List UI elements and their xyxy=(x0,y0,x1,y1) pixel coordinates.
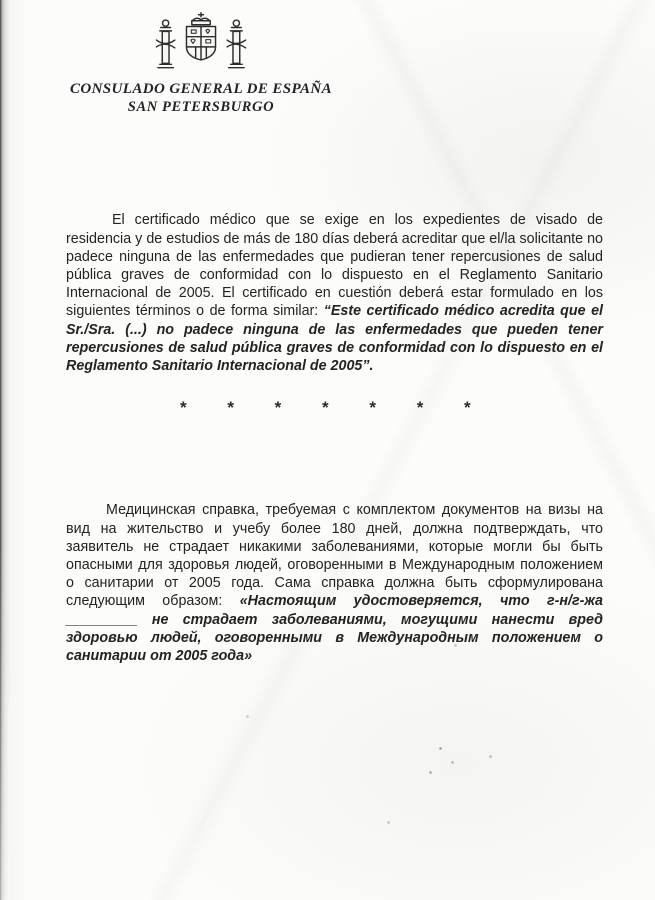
scan-edge-shadow xyxy=(0,0,10,900)
letterhead xyxy=(56,12,346,116)
russian-intro-text: Медицинская справка, требуемая с комплектом документов на визы на вид на жительство и учебу более 180 дней, должна подтверждать, что заявитель не страдает никакими заболеваниями, которые могли бы быть опасными для здоровья людей, оговоренными в Международным положением о санитарии от 2005 года. Сама справка должна быть сформулирована следующим образом: xyxy=(66,502,603,610)
letterhead-org-name: CONSULADO GENERAL DE ESPAÑA xyxy=(69,81,333,97)
spanish-paragraph xyxy=(66,211,603,375)
russian-certificate-quote: «Настоящим удостоверяется, что г-н/г-жа _________ не страдает заболеваниями, могущими нанести вред здоровью людей, оговоренными в Международным положением о санитарии от 2005 года» xyxy=(66,593,603,664)
spanish-certificate-quote: “Este certificado médico acredita que el Sr./Sra. (...) no padece ninguna de las enfermedades que pueden tener repercusiones de salud pública graves de conformidad con lo dispuesto en el Reglamento Sanitario Internacional de 2005”. xyxy=(66,303,603,374)
russian-paragraph xyxy=(66,501,603,665)
asterisk-separator: * * * * * * * xyxy=(180,398,472,417)
letterhead-city: SAN PETERSBURGO xyxy=(127,99,275,115)
spanish-intro-text: El certificado médico que se exige en los expedientes de visado de residencia y de estudios de más de 180 días deberá acreditar que el/la solicitante no padece ninguna de las enfermedades que pudieran tener repercusiones de salud pública graves de conformidad con lo dispuesto en el Reglamento Sanitario Internacional de 2005. El certificado en cuestión deberá estar formulado en los siguientes términos o de forma similar: xyxy=(66,212,603,320)
spain-coat-of-arms-icon xyxy=(150,12,252,74)
scan-speckles xyxy=(0,0,1,1)
